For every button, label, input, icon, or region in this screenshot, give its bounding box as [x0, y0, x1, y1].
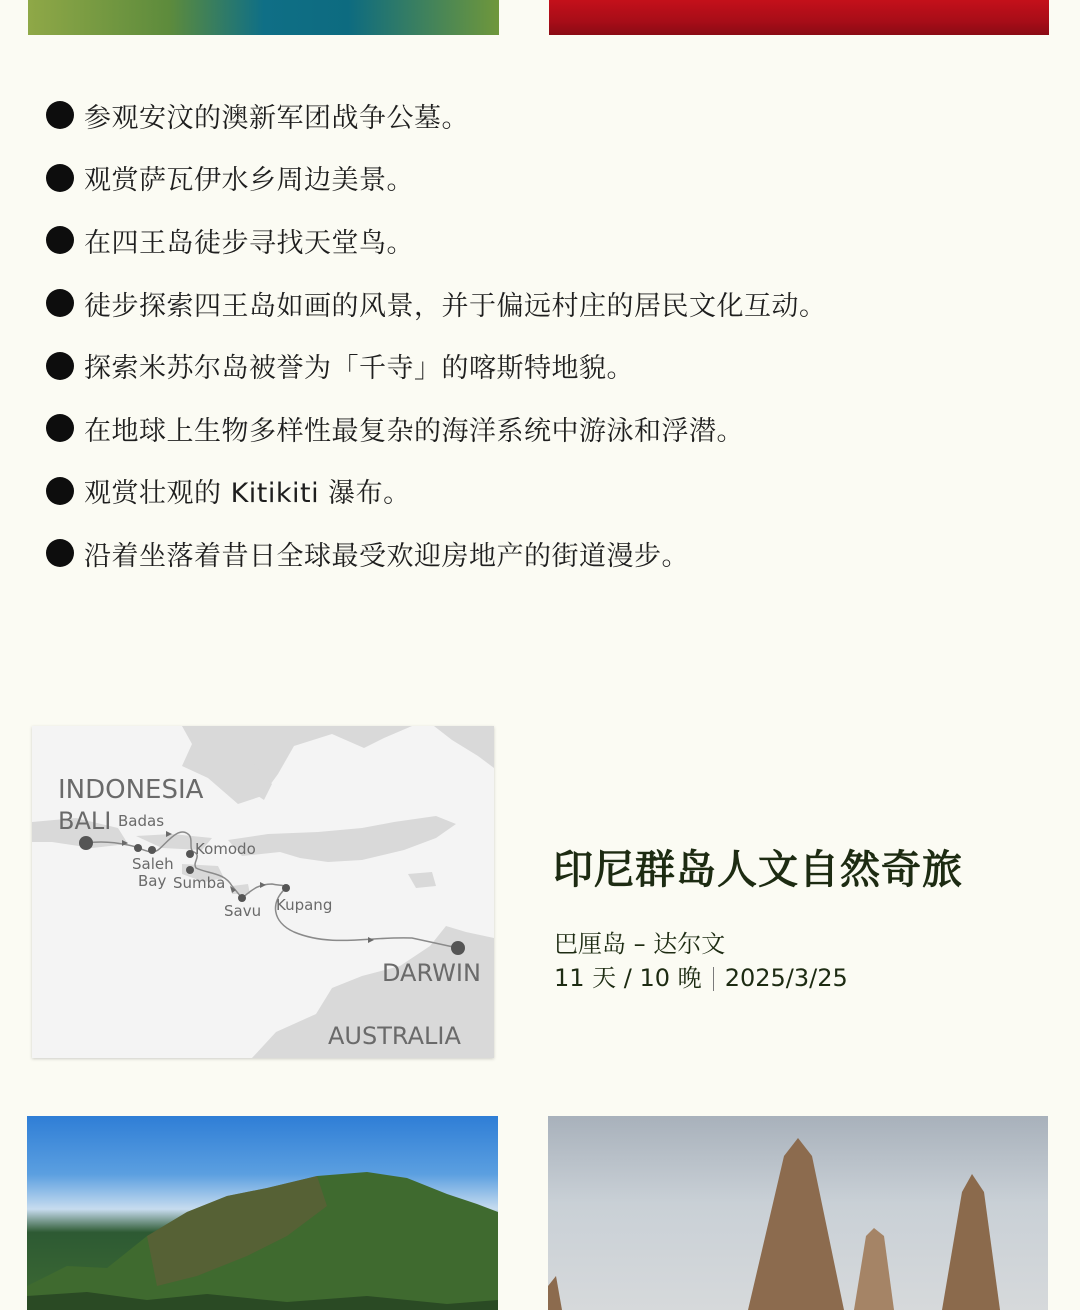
route-map-graphic: [32, 726, 494, 1058]
trip-title[interactable]: 印尼群岛人文自然奇旅: [553, 847, 963, 893]
highlight-text: 探索米苏尔岛被誉为「千寺」的喀斯特地貌。: [84, 353, 634, 385]
top-right-photo: [549, 0, 1049, 35]
top-left-photo: [28, 0, 499, 35]
trip-meta: [554, 958, 848, 993]
highlight-text: 参观安汶的澳新军团战争公墓。: [84, 102, 469, 134]
highlight-item: [46, 460, 827, 523]
highlight-item: [46, 147, 827, 210]
port-dot-bali: [79, 836, 93, 850]
map-label-saleh: Saleh: [132, 855, 174, 873]
highlight-item: [46, 84, 827, 147]
map-label-bali: BALI: [58, 807, 112, 835]
highlight-item: [46, 209, 827, 272]
highlight-item: [46, 272, 827, 335]
meta-divider: [713, 967, 714, 991]
trip-date: 2025/3/25: [724, 964, 848, 992]
trip-route: 巴厘岛 – 达尔文: [554, 930, 726, 958]
port-dot-komodo: [186, 850, 194, 858]
map-label-badas: Badas: [118, 812, 165, 830]
bullet-icon: [46, 164, 74, 192]
highlight-text: 观赏壮观的 Kitikiti 瀑布。: [84, 478, 411, 510]
bullet-icon: [46, 101, 74, 129]
bullet-icon: [46, 539, 74, 567]
highlight-item: [46, 397, 827, 460]
map-label-kupang: Kupang: [276, 896, 333, 914]
port-dot-kupang: [282, 884, 290, 892]
map-label-indonesia: INDONESIA: [58, 775, 204, 805]
port-dot-badas: [134, 844, 142, 852]
highlight-text: 在地球上生物多样性最复杂的海洋系统中游泳和浮潜。: [84, 415, 744, 447]
map-label-savu: Savu: [224, 902, 262, 920]
bullet-icon: [46, 414, 74, 442]
highlight-text: 沿着坐落着昔日全球最受欢迎房地产的街道漫步。: [84, 540, 689, 572]
map-label-sumba: Sumba: [173, 874, 226, 892]
port-dot-saleh-bay: [148, 846, 156, 854]
map-label-australia: AUSTRALIA: [328, 1022, 461, 1050]
highlight-item: [46, 522, 827, 585]
bullet-icon: [46, 477, 74, 505]
highlight-text: 徒步探索四王岛如画的风景，并于偏远村庄的居民文化互动。: [84, 290, 827, 322]
bottom-left-photo: [27, 1116, 498, 1310]
highlight-text: 观赏萨瓦伊水乡周边美景。: [84, 165, 414, 197]
bullet-icon: [46, 226, 74, 254]
port-dot-sumba: [186, 866, 194, 874]
map-label-bay: Bay: [138, 872, 167, 890]
highlight-text: 在四王岛徒步寻找天堂鸟。: [84, 227, 414, 259]
map-label-komodo: Komodo: [195, 840, 256, 858]
bullet-icon: [46, 352, 74, 380]
highlights-list: [46, 84, 827, 585]
highlight-item: [46, 334, 827, 397]
bottom-right-photo: [548, 1116, 1048, 1310]
map-label-darwin: DARWIN: [382, 959, 481, 987]
route-map[interactable]: [32, 726, 494, 1058]
thatched-towers-illustration: [548, 1116, 1048, 1310]
mountain-illustration: [27, 1116, 498, 1310]
trip-duration: 11 天 / 10 晚: [554, 964, 702, 992]
port-dot-darwin: [451, 941, 465, 955]
bullet-icon: [46, 289, 74, 317]
port-dot-savu: [238, 894, 246, 902]
